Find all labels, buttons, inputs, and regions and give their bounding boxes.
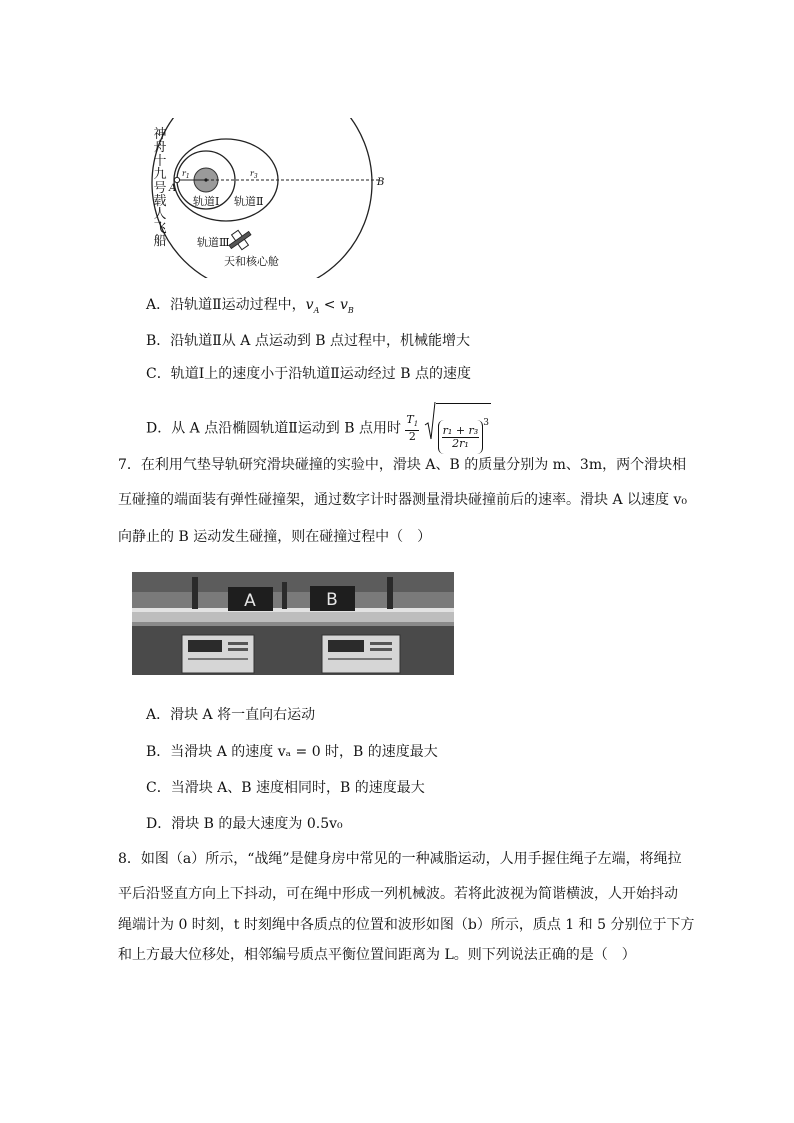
q8-stem-line-4: 和上方最大位移处，相邻编号质点平衡位置间距离为 L。则下列说法正确的是（ ） (118, 947, 636, 963)
q7-stem-line-2: 互碰撞的端面装有弹性碰撞架，通过数字计时器测量滑块碰撞前后的速率。滑块 A 以速度 v₀ (118, 492, 687, 508)
r1-label: $r_1$ (182, 169, 190, 180)
point-b-label: B (377, 177, 385, 188)
slider-a-label: A (244, 591, 256, 611)
q8-stem-line-1: 8．如图（a）所示，“战绳”是健身房中常见的一种减脂运动，人用手握住绳子左端，将绳拉 (118, 851, 682, 867)
q8-stem-line-2: 平后沿竖直方向上下抖动，可在绳中形成一列机械波。若将此波视为简谐横波，人开始抖动 (118, 886, 678, 902)
q6-option-a: A．沿轨道Ⅱ运动过程中，$v_A < v_B$ (146, 297, 354, 315)
q7-option-c: C．当滑块 A、B 速度相同时，B 的速度最大 (146, 780, 425, 796)
orbit-1-label: 轨道Ⅰ (193, 195, 220, 208)
air-track-photo (132, 572, 454, 675)
q6-option-c: C．轨道Ⅰ上的速度小于沿轨道Ⅱ运动经过 B 点的速度 (146, 366, 471, 382)
r3-label: $r_3$ (250, 169, 258, 180)
slider-b-label: B (326, 590, 338, 610)
orbit-3-label: 轨道Ⅲ (197, 236, 230, 249)
q6-option-b: B．沿轨道Ⅱ从 A 点运动到 B 点过程中，机械能增大 (146, 333, 471, 349)
spacecraft-vertical-label: 神 舟 十 九 号 载 人 飞 船 (153, 127, 167, 250)
q7-option-b: B．当滑块 A 的速度 vₐ = 0 时，B 的速度最大 (146, 744, 438, 760)
point-a-label: A (169, 183, 177, 194)
orbit-2-label: 轨道Ⅱ (234, 195, 264, 208)
station-label: 天和核心舱 (224, 255, 279, 268)
timer-2 (322, 635, 400, 673)
timer-1 (182, 635, 254, 673)
q7-stem-line-3: 向静止的 B 运动发生碰撞，则在碰撞过程中（ ） (118, 529, 432, 545)
q7-option-d: D．滑块 B 的最大速度为 0.5v₀ (146, 816, 343, 832)
orbit-figure (140, 118, 400, 278)
q6-option-d: D．从 A 点沿椭圆轨道Ⅱ运动到 B 点用时 $\frac{T_1}{2}$ $\frac{\text{r₁ + r₃}}{\text{2r₁}}$ $^3$ (146, 403, 491, 443)
q8-stem-line-3: 绳端计为 0 时刻，t 时刻绳中各质点的位置和波形如图（b）所示，质点 1 和 5 分别位于下方 (118, 917, 695, 933)
q7-option-a: A．滑块 A 将一直向右运动 (146, 707, 316, 723)
sqrt-expression: $\frac{\text{r₁ + r₃}}{\text{2r₁}}$ $^3$ (424, 403, 491, 454)
q7-stem-line-1: 7．在利用气垫导轨研究滑块碰撞的实验中，滑块 A、B 的质量分别为 m、3m，两个滑块相 (118, 457, 687, 473)
d-fraction-t: $\frac{T_1}{2}$ (406, 412, 419, 444)
